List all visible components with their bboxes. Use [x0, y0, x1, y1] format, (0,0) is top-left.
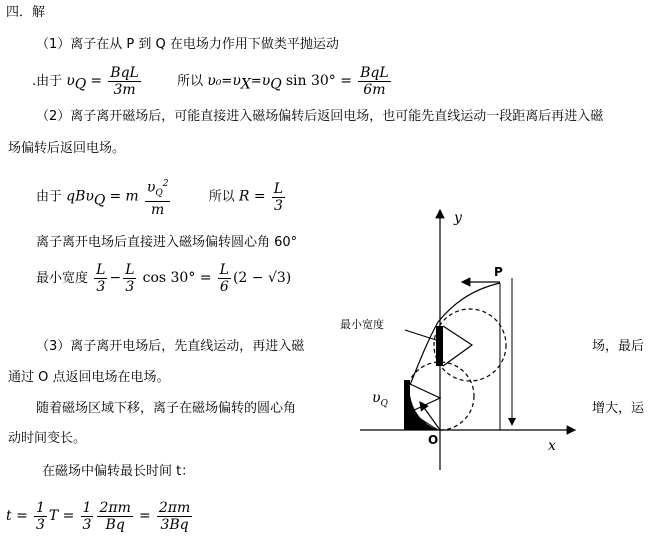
part3-line1-left: （3）离子离开电场后，先直线运动，再进入磁 — [36, 339, 305, 354]
part3-line3-right: 增大，运 — [592, 401, 645, 416]
part3-line1-right: 场，最后 — [592, 339, 645, 354]
upper-triangle — [443, 326, 472, 366]
part3-line2: 通过 O 点返回电场在电场。 — [8, 370, 170, 385]
lower-bar — [404, 380, 410, 430]
p-label: P — [494, 265, 503, 279]
lower-triangle — [410, 384, 440, 412]
heading: 四．解 — [6, 5, 46, 20]
origin-label: O — [428, 433, 439, 447]
equation-4: t = $\frac{1}{3}$ T = $\frac{1}{3}$ $\frac{2\pi m}{Bq}$ = $\frac{2\pi m}{3Bq}$ — [6, 500, 191, 533]
equation-2: 由于 qBυ$_Q$ = m $\frac{\upsilon_Q^2}{m}$ 所以 R = $\frac{L}{3}$ — [36, 176, 287, 220]
min-width-label: 最小宽度 — [340, 318, 384, 331]
equation-1: .由于 $\upsilon_Q$ = $\frac{\text{BqL}}{3m}$ 所以 $\upsilon_0=\upsilon_X=\upsilon_Q$ sin 30° = $\frac{\text{BqL}}{6m}$ — [32, 65, 389, 98]
x-axis-label: x — [548, 438, 556, 454]
y-axis-label: y — [454, 210, 462, 226]
part2-angle-text: 离子离开电场后直接进入磁场偏转圆心角 60° — [36, 235, 298, 250]
part1-text: （1）离子在从 P 到 Q 在电场力作用下做类平抛运动 — [36, 37, 339, 52]
part2-line2: 场偏转后返回电场。 — [8, 141, 126, 156]
part2-line1: （2）离子离开磁场后，可能直接进入磁场偏转后返回电场，也可能先直线运动一段距离后再进入磁 — [36, 109, 604, 124]
part3-line4: 动时间变长。 — [8, 431, 87, 446]
part3-line5: 在磁场中偏转最长时间 t： — [42, 464, 195, 479]
equation-3: 最小宽度 $\frac{L}{3}$ − $\frac{L}{3}$ cos 30° = $\frac{L}{6}$ (2 − √3) — [36, 262, 292, 295]
vq-label: $\upsilon_Q$ — [372, 390, 388, 409]
min-width-bar — [436, 326, 443, 366]
part3-line3-left: 随着磁场区域下移，离子在磁场偏转的圆心角 — [36, 401, 297, 416]
magnetic-circle-upper — [434, 309, 506, 381]
